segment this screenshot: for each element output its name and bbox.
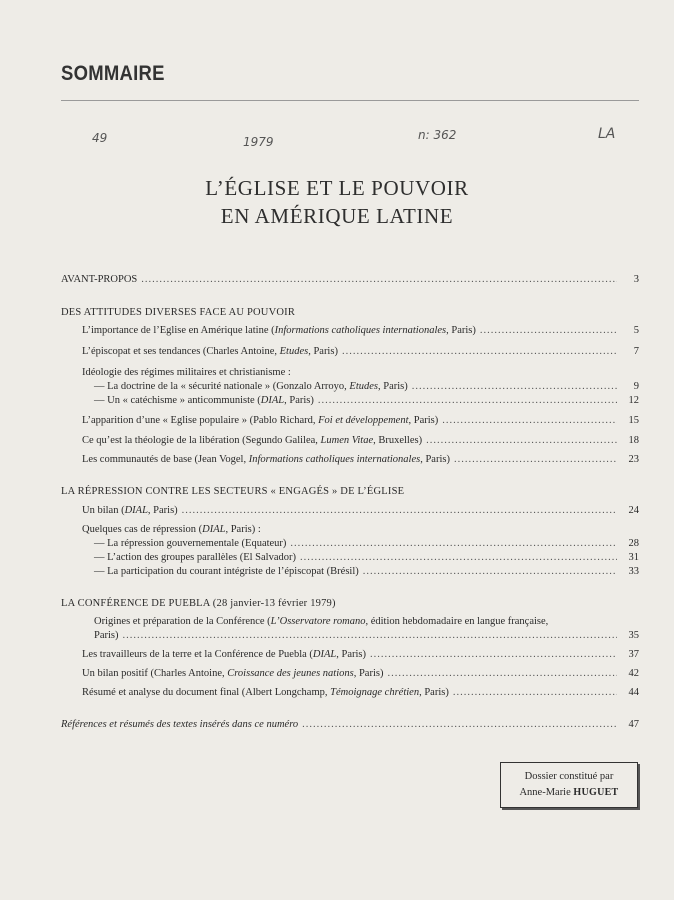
toc-entry: Un bilan (DIAL, Paris) ..... 24 xyxy=(82,504,639,518)
page-number: 47 xyxy=(628,719,639,730)
toc-entry: L’importance de l’Eglise en Amérique latine (Informations catholiques internationales, Paris) ..... 5 xyxy=(82,324,639,338)
toc-entry-avant-propos: AVANT-PROPOS ..... 3 xyxy=(61,273,639,287)
section-title: DES ATTITUDES DIVERSES FACE AU POUVOIR xyxy=(61,307,296,318)
toc-subheading: Idéologie des régimes militaires et christianisme : xyxy=(82,367,291,378)
handwritten-note-1: 49 xyxy=(92,131,108,145)
page-heading: SOMMAIRE xyxy=(61,62,165,85)
toc-entry: Les travailleurs de la terre et la Conférence de Puebla (DIAL, Paris) ..... 37 xyxy=(82,648,639,662)
handwritten-note-4: LA xyxy=(598,126,616,142)
toc-entry: Les communautés de base (Jean Vogel, Informations catholiques internationales, Paris) ..... 23 xyxy=(82,453,639,467)
page-number: 31 xyxy=(628,552,639,563)
toc-entry: — L’action des groupes parallèles (El Salvador) ..... 31 xyxy=(94,551,639,565)
page-number: 7 xyxy=(633,346,639,357)
handwritten-note-3: n: 362 xyxy=(418,128,457,142)
section-title: LA RÉPRESSION CONTRE LES SECTEURS « ENGAGÉS » DE L’ÉGLISE xyxy=(61,486,405,497)
page-number: 12 xyxy=(628,395,639,406)
credit-box xyxy=(500,762,638,808)
page-number: 44 xyxy=(628,687,639,698)
toc-subheading: Quelques cas de répression (DIAL, Paris) : xyxy=(82,524,261,535)
page-number: 33 xyxy=(628,566,639,577)
document-title-line2: EN AMÉRIQUE LATINE xyxy=(220,204,454,228)
handwritten-note-2: 1979 xyxy=(243,135,274,149)
page-number: 3 xyxy=(633,274,639,285)
page-number: 5 xyxy=(633,325,639,336)
toc-entry: Paris) ..... 35 xyxy=(94,629,639,643)
page-number: 9 xyxy=(633,381,639,392)
page-number: 28 xyxy=(628,538,639,549)
toc-entry: Résumé et analyse du document final (Albert Longchamp, Témoignage chrétien, Paris) ..... 44 xyxy=(82,686,639,700)
toc-entry-line: Origines et préparation de la Conférence (L’Osservatore romano, édition hebdomadaire en langue française, xyxy=(94,616,549,627)
toc-entry: — La participation du courant intégriste de l’épiscopat (Brésil) ..... 33 xyxy=(94,565,639,579)
page-number: 24 xyxy=(628,505,639,516)
document-title-line1: L’ÉGLISE ET LE POUVOIR xyxy=(205,176,469,200)
page-number: 35 xyxy=(628,630,639,641)
page-number: 42 xyxy=(628,668,639,679)
credit-author: Anne-Marie HUGUET xyxy=(519,787,619,798)
page-number: 15 xyxy=(628,415,639,426)
toc-entry: Ce qu’est la théologie de la libération (Segundo Galilea, Lumen Vitae, Bruxelles) ..... 18 xyxy=(82,434,639,448)
section-title: LA CONFÉRENCE DE PUEBLA (28 janvier-13 février 1979) xyxy=(61,598,336,609)
credit-line: Dossier constitué par xyxy=(524,771,614,782)
page-number: 18 xyxy=(628,435,639,446)
page-number: 23 xyxy=(628,454,639,465)
toc-entry: — La doctrine de la « sécurité nationale » (Gonzalo Arroyo, Etudes, Paris) ..... 9 xyxy=(94,380,639,394)
toc-entry: L’épiscopat et ses tendances (Charles Antoine, Etudes, Paris) ..... 7 xyxy=(82,345,639,359)
toc-entry: L’apparition d’une « Eglise populaire » (Pablo Richard, Foi et développement, Paris) ..... 15 xyxy=(82,414,639,428)
header-rule xyxy=(61,100,639,101)
page-number: 37 xyxy=(628,649,639,660)
toc-entry-references: Références et résumés des textes insérés dans ce numéro ..... 47 xyxy=(61,718,639,732)
toc-entry: — La répression gouvernementale (Equateur) ..... 28 xyxy=(94,537,639,551)
toc-entry: Un bilan positif (Charles Antoine, Croissance des jeunes nations, Paris) ..... 42 xyxy=(82,667,639,681)
toc-entry: — Un « catéchisme » anticommuniste (DIAL, Paris) ..... 12 xyxy=(94,394,639,408)
